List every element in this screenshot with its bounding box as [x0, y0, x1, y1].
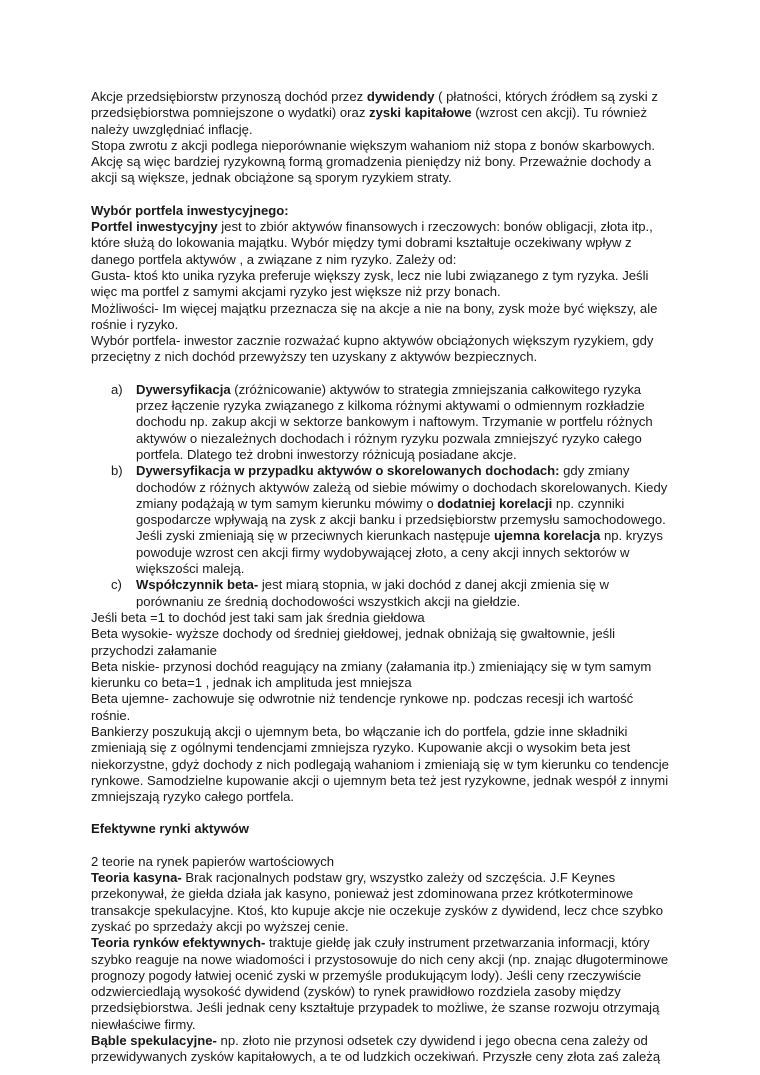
term-dywidendy: dywidendy: [366, 89, 435, 104]
document-body: [91, 89, 671, 1066]
term-bable-spekulacyjne: Bąble spekulacyjne-: [91, 1033, 217, 1049]
term-ujemna-korelacja: ujemna korelacja: [494, 528, 601, 544]
term-dodatnia-korelacja: dodatniej korelacji: [437, 495, 553, 511]
text-run: traktuje giełdę jak czuły instrument przetwarzania informacji, który szybko reaguje na nowe wiadomości i przystosowuje do nich ceny akcji (np. znając długoterminowe prognozy pogody łatwiej ocenić zyski w przemyśle produkującym lody). Jeśli ceny rzeczywiście odzwierciedlają wysokość dywidend (zysków) to rynek prawidłowo rozdziela zasoby między przedsiębiorstwa. Jeśli jednak ceny kształtuje przypadek to możliwe, że szanse rozwoju otrzymają niewłaściwe firmy.: [91, 935, 669, 1032]
text-run: np. czynniki gospodarcze wpływają na zysk z akcji banku i przedsiębiorstw przemysłu samochodowego. Jeśli zyski zmieniają się w przeciwnych kierunkach następuje: [136, 495, 666, 544]
portfel-mozliwosci: Możliwości- Im więcej majątku przeznacza się na akcje a nie na bony, zysk może być większy, ale rośnie i ryzyko.: [91, 300, 658, 332]
list-item-a: [91, 382, 671, 463]
teoria-kasyna: [91, 870, 671, 935]
text-run: np. złoto nie przynosi odsetek czy dywidend i jego obecna cena zależy od przewidywanych zysków kapitałowych, a te od ludzkich oczekiwań. Przyszłe ceny złota zaś zależą: [91, 1033, 661, 1065]
text-run: gdy zmiany dochodów z różnych aktywów zależą od siebie mówimy o dochodach skorelowanych. Kiedy zmiany podążają w tym samym kierunku mówimy o: [136, 463, 668, 511]
text-run: ( płatności, których źródłem są zyski z przedsiębiorstwa pomniejszone o wydatki) oraz: [91, 89, 658, 121]
section-heading-rynki: Efektywne rynki aktywów: [91, 821, 249, 837]
text-run: (zróżnicowanie) aktywów to strategia zmniejszania całkowitego ryzyka przez łączenie ryzyka związanego z kilkoma różnymi aktywami o odmiennym rozkładzie dochodu np. zakup akcji w sektorze bankowym i naftowym. Trzymanie w portfelu różnych aktywów o niezależnych dochodach i różnym ryzyku pozwala zmniejszyć ryzyko całego portfela. Dlatego też drobni inwestorzy różnicują posiadane akcje.: [136, 381, 653, 462]
term-dywersyfikacja-skorelowana: Dywersyfikacja w przypadku aktywów o skorelowanych dochodach:: [136, 463, 560, 479]
beta-bankers: Bankierzy poszukują akcji o ujemnym beta, bo włączanie ich do portfela, gdzie inne składniki zmieniają się z ogólnymi tendencjami zmniejsza ryzyko. Kupowanie akcji o wysokim beta jest niekorzystne, gdyż dochody z nich podlegają wahaniom i zmieniają się w tym kierunku co tendencje rynkowe. Samodzielne kupowanie akcji o ujemnym beta też jest ryzykowne, jednak wespół z innymi zmniejszają ryzyko całego portfela.: [91, 723, 669, 805]
portfel-definition: [91, 219, 671, 268]
bable-spekulacyjne: [91, 1033, 671, 1066]
portfel-wybor: Wybór portfela- inwestor zacznie rozważać kupno aktywów obciążonych większym ryzykiem, gdy przeciętny z nich dochód przewyższy ten uzyskany z aktywów bezpiecznych.: [91, 333, 654, 365]
intro-paragraph-dividends: [91, 89, 671, 138]
intro-paragraph-risk: Stopa zwrotu z akcji podlega nieporównanie większym wahaniom niż stopa z bonów skarbowych. Akcję są więc bardziej ryzykowną formą gromadzenia pieniędzy niż bony. Przeważnie dochody a akcji są większe, jednak obciążone są sporym ryzykiem straty.: [91, 137, 656, 186]
list-marker: a): [111, 381, 123, 397]
term-wspolczynnik-beta: Współczynnik beta-: [136, 577, 259, 593]
beta-equal-one: Jeśli beta =1 to dochód jest taki sam jak średnia giełdowa: [91, 609, 425, 625]
teoria-rynkow-efektywnych: [91, 935, 671, 1033]
list-marker: c): [111, 577, 122, 593]
term-zyski-kapitalowe: zyski kapitałowe: [369, 105, 472, 121]
text-run: jest miarą stopnia, w jaki dochód z danej akcji zmienia się w porównaniu ze średnią dochodowości wszystkich akcji na giełdzie.: [136, 577, 610, 609]
text-run: np. kryzys powoduje wzrost cen akcji firmy wydobywającej złoto, a ceny akcji innych sektorów w większości maleją.: [136, 528, 663, 577]
text-run: Akcje przedsiębiorstw przynoszą dochód przez: [91, 89, 367, 104]
term-teoria-kasyna: Teoria kasyna-: [91, 870, 182, 886]
list-item-c: [91, 577, 671, 610]
text-run: jest to zbiór aktywów finansowych i rzeczowych: bonów obligacji, złota itp., które służą do lokowania majątku. Wybór między tymi dobrami kształtuje oczekiwany wpływ z danego portfela aktywów , a związane z nim ryzyko. Zależy od:: [91, 219, 653, 267]
beta-low: Beta niskie- przynosi dochód reagujący na zmiany (załamania itp.) zmieniający się w tym samym kierunku co beta=1 , jednak ich amplituda jest mniejsza: [91, 658, 652, 691]
term-teoria-rynkow-efektywnych: Teoria rynków efektywnych-: [91, 935, 266, 951]
text-run: (wzrost cen akcji). Tu również należy uwzględniać inflację.: [91, 105, 647, 137]
text-run: Brak racjonalnych podstaw gry, wszystko zależy od szczęścia. J.F Keynes przekonywał, że giełda działa jak kasyno, ponieważ jest zdominowana przez krótkoterminowe transakcje spekulacyjne. Ktoś, kto kupuje akcje nie oczekuje zysków z dywidend, lecz chce szybko zyskać po sprzedaży akcji po wyższej cenie.: [91, 870, 664, 934]
section-heading-portfel: Wybór portfela inwestycyjnego:: [91, 202, 289, 218]
list-marker: b): [111, 463, 123, 479]
term-portfel-inwestycyjny: Portfel inwestycyjny: [91, 219, 218, 235]
portfel-gusta: Gusta- ktoś kto unika ryzyka preferuje większy zysk, lecz nie lubi związanego z tym ryzyka. Jeśli więc ma portfel z samymi akcjami ryzyko jest większe niż przy bonach.: [91, 267, 649, 300]
beta-high: Beta wysokie- wyższe dochody od średniej giełdowej, jednak obniżają się gwałtownie, jeśli przychodzi załamanie: [91, 626, 616, 658]
list-item-b: [91, 463, 671, 577]
beta-negative: Beta ujemne- zachowuje się odwrotnie niż tendencje rynkowe np. podczas recesji ich wartość rośnie.: [91, 691, 634, 723]
strategy-list: [91, 382, 671, 610]
rynki-intro: 2 teorie na rynek papierów wartościowych: [91, 853, 335, 869]
term-dywersyfikacja: Dywersyfikacja: [136, 381, 231, 397]
